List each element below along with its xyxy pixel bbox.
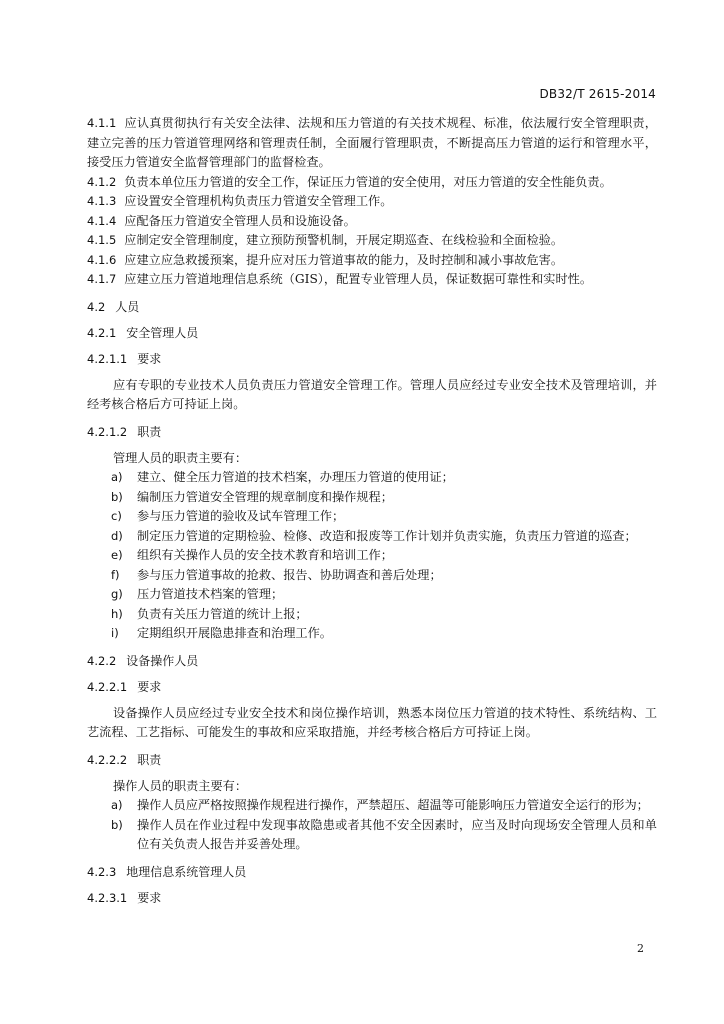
list-marker: a) (111, 798, 123, 812)
duties-lead: 管理人员的职责主要有： (113, 450, 248, 465)
section-title: 地理信息系统管理人员 (126, 864, 247, 879)
paragraph-4-2-1-1: 应有专职的专业技术人员负责压力管道安全管理工作。管理人员应经过专业安全技术及管理培训，并经考核合格后方可持证上岗。 (87, 377, 657, 411)
duties-lead: 操作人员的职责主要有： (113, 778, 248, 793)
list-marker: i) (111, 626, 119, 640)
section-heading-4-2-1-1 (87, 350, 657, 369)
list-text: 操作人员应严格按照操作规程进行操作，严禁超压、超温等可能影响压力管道安全运行的形为； (137, 798, 649, 812)
section-title: 职责 (137, 752, 162, 767)
list-marker: d) (111, 528, 123, 543)
list-text: 压力管道技术档案的管理； (137, 587, 284, 601)
clause-4-1-6 (87, 251, 657, 271)
clause-text: 应建立压力管道地理信息系统（GIS），配置专业管理人员，保证数据可靠性和实时性。 (124, 272, 593, 286)
clause-number: 4.1.5 (87, 233, 117, 247)
list-marker: c) (111, 509, 122, 523)
list-item (87, 605, 657, 625)
section-title: 职责 (137, 424, 162, 439)
clause-number: 4.1.6 (87, 252, 117, 267)
section-heading-4-2-1 (87, 324, 657, 343)
list-item (87, 507, 657, 527)
section-number: 4.2.3 (87, 864, 117, 879)
clause-text: 应建立应急救援预案，提升应对压力管道事故的能力，及时控制和减小事故危害。 (124, 252, 564, 267)
clause-4-1-7 (87, 270, 657, 290)
list-marker: f) (111, 567, 120, 582)
list-item (87, 468, 657, 488)
clause-text: 应设置安全管理机构负责压力管道安全管理工作。 (124, 194, 393, 208)
list-item (87, 566, 657, 586)
clause-4-1-1 (87, 114, 657, 173)
section-number: 4.2 (87, 299, 106, 314)
clause-4-1-2 (87, 173, 657, 193)
section-heading-4-2 (87, 298, 657, 317)
page-number: 2 (637, 942, 644, 955)
list-marker: g) (111, 587, 123, 601)
list-item (87, 816, 657, 855)
list-text: 定期组织开展隐患排查和治理工作。 (137, 626, 332, 640)
section-number: 4.2.1.1 (87, 351, 128, 366)
paragraph-4-2-2-1: 设备操作人员应经过专业安全技术和岗位操作培训，熟悉本岗位压力管道的技术特性、系统结构、工艺流程、工艺指标、可能发生的事故和应采取措施，并经考核合格后方可持证上岗。 (87, 705, 657, 739)
clause-number: 4.1.2 (87, 174, 117, 189)
list-text: 编制压力管道安全管理的规章制度和操作规程； (137, 489, 393, 504)
clause-text: 应配备压力管道安全管理人员和设施设备。 (124, 213, 356, 228)
standard-code: DB32/T 2615-2014 (539, 87, 656, 101)
section-number: 4.2.2.2 (87, 752, 128, 767)
section-number: 4.2.1 (87, 325, 117, 340)
section-title: 要求 (137, 890, 162, 905)
list-marker: e) (111, 548, 123, 562)
section-title: 要求 (137, 351, 162, 366)
clause-4-1-3 (87, 192, 657, 212)
list-text: 建立、健全压力管道的技术档案，办理压力管道的使用证； (137, 470, 454, 484)
clause-number: 4.1.4 (87, 213, 117, 228)
section-heading-4-2-2 (87, 652, 657, 671)
list-item (87, 546, 657, 566)
section-number: 4.2.3.1 (87, 890, 128, 905)
clause-4-1-5 (87, 231, 657, 251)
list-item (87, 585, 657, 605)
list-item (87, 488, 657, 508)
clause-number: 4.1.3 (87, 194, 117, 208)
list-text: 组织有关操作人员的安全技术教育和培训工作； (137, 548, 393, 562)
section-heading-4-2-2-2 (87, 751, 657, 770)
section-title: 安全管理人员 (126, 325, 199, 340)
list-item (87, 796, 657, 816)
section-heading-4-2-3 (87, 863, 657, 882)
section-heading-4-2-1-2 (87, 423, 657, 442)
list-text: 参与压力管道的验收及试车管理工作； (137, 509, 345, 523)
clause-text: 应认真贯彻执行有关安全法律、法规和压力管道的有关技术规程、标准，依法履行安全管理职责，建立完善的压力管道管理网络和管理责任制，全面履行管理职责，不断提高压力管道的运行和管理水平，接受压力管道安全监督管理部门的监督检查。 (87, 116, 657, 169)
section-number: 4.2.2 (87, 653, 117, 668)
list-text: 操作人员在作业过程中发现事故隐患或者其他不安全因素时，应当及时向现场安全管理人员和单位有关负责人报告并妥善处理。 (137, 817, 657, 851)
list-marker: h) (111, 606, 123, 621)
list-text: 制定压力管道的定期检验、检修、改造和报废等工作计划并负责实施，负责压力管道的巡查； (137, 528, 637, 543)
section-number: 4.2.1.2 (87, 424, 128, 439)
clause-4-1-4 (87, 212, 657, 232)
section-title: 设备操作人员 (126, 653, 199, 668)
list-item (87, 624, 657, 644)
list-marker: b) (111, 817, 123, 832)
clause-text: 负责本单位压力管道的安全工作，保证压力管道的安全使用，对压力管道的安全性能负责。 (124, 174, 612, 189)
section-number: 4.2.2.1 (87, 679, 128, 694)
list-marker: a) (111, 470, 123, 484)
section-title: 要求 (137, 679, 162, 694)
list-item (87, 527, 657, 547)
section-title: 人员 (115, 299, 140, 314)
document-body (87, 114, 657, 908)
list-text: 参与压力管道事故的抢救、报告、协助调查和善后处理； (137, 567, 442, 582)
clause-number: 4.1.1 (87, 116, 117, 130)
list-text: 负责有关压力管道的统计上报； (137, 606, 308, 621)
section-heading-4-2-2-1 (87, 678, 657, 697)
section-heading-4-2-3-1 (87, 889, 657, 908)
clause-text: 应制定安全管理制度，建立预防预警机制，开展定期巡查、在线检验和全面检验。 (124, 233, 564, 247)
list-marker: b) (111, 489, 123, 504)
clause-number: 4.1.7 (87, 272, 117, 286)
